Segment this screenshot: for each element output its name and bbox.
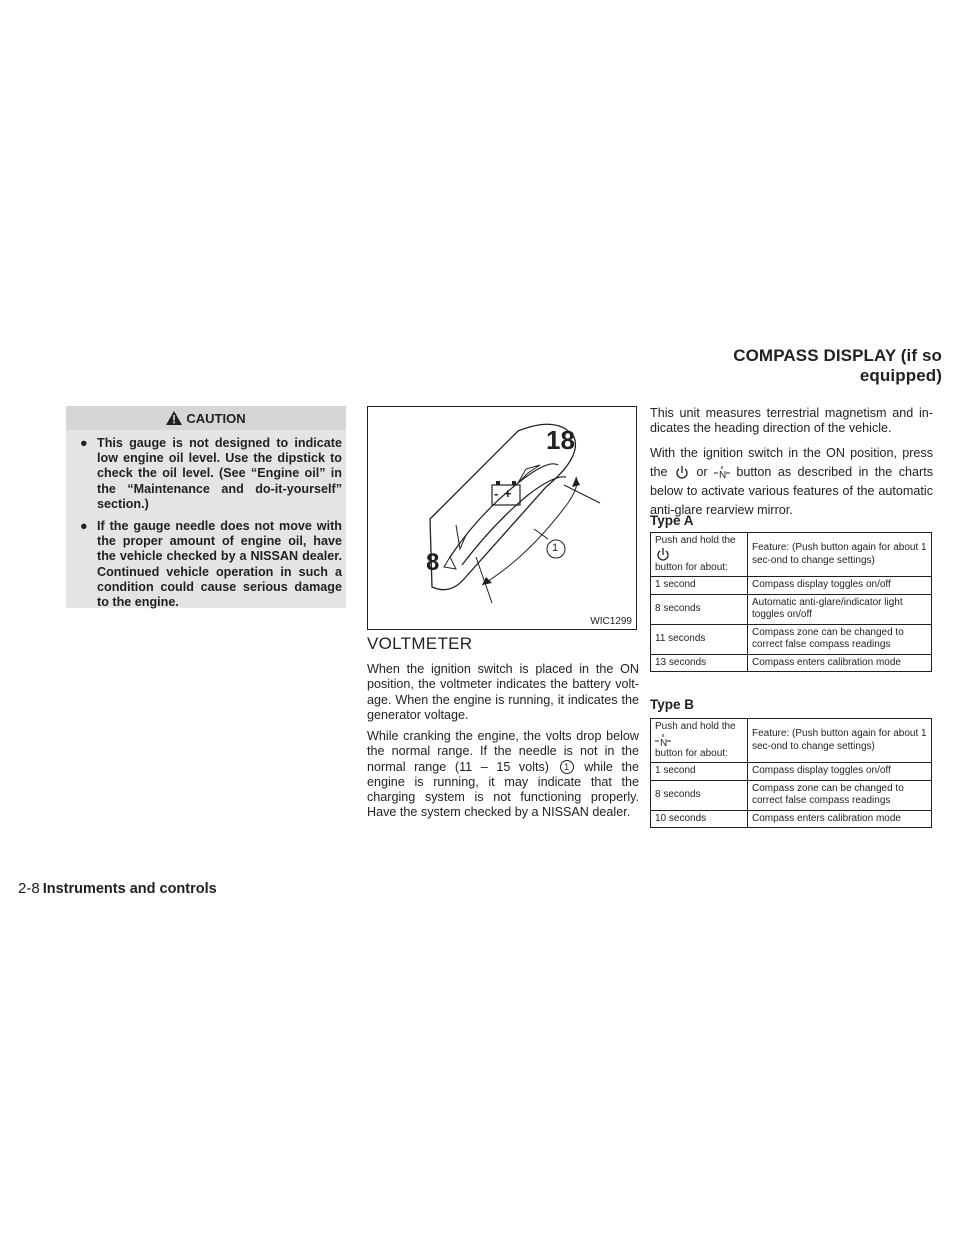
table-cell: Compass zone can be changed to correct false compass readings (748, 624, 932, 654)
type-b-table (650, 718, 932, 828)
compass-paragraph-1: This unit measures terrestrial magnetism and in-dicates the heading direction of the vehicle. (650, 406, 933, 436)
compass-paragraph-2 (650, 444, 933, 520)
caution-text: This gauge is not designed to indicate low engine oil level. Use the dipstick to check the oil level. (See “Engine oil” in the “Maintenance and do-it-yourself” section.) (97, 436, 342, 511)
caution-heading-text: CAUTION (186, 410, 246, 426)
svg-text:N: N (660, 737, 668, 748)
type-a-table (650, 532, 932, 672)
gauge-max-label: 18 (546, 425, 575, 455)
caution-item (74, 519, 342, 610)
table-cell: 8 seconds (651, 780, 748, 810)
header-text: button for about: (655, 561, 728, 573)
table-row (651, 594, 932, 624)
footer-section: Instruments and controls (42, 881, 217, 897)
header-text: Push and hold the (655, 721, 736, 732)
table-cell: Compass display toggles on/off (748, 763, 932, 781)
compass-text-b: button as described in the charts below to activate various features of the automatic anti-glare rearview mirror. (650, 465, 934, 517)
table-header-cell: Feature: (Push button again for about 1 sec-ond to change settings) (748, 533, 932, 577)
compass-text-or: or (696, 465, 708, 479)
table-header-cell: Feature: (Push button again for about 1 sec-ond to change settings) (748, 719, 932, 763)
voltmeter-title: VOLTMETER (367, 634, 473, 653)
compass-n-icon (655, 734, 671, 748)
table-header-row (651, 533, 932, 577)
header-text: button for about: (655, 747, 728, 759)
table-cell: Compass enters calibration mode (748, 654, 932, 672)
table-row (651, 654, 932, 672)
table-cell: 1 second (651, 763, 748, 781)
voltmeter-paragraph-1: When the ignition switch is placed in the ON position, the voltmeter indicates the battery volt-age. When the engine is running, it indicates the generator voltage. (367, 662, 639, 722)
power-icon (655, 548, 671, 562)
table-row (651, 624, 932, 654)
caution-text: If the gauge needle does not move with the proper amount of engine oil, have the vehicle checked by a NISSAN dealer. Continued vehicle operation in such a condition could cause serious damage to the engine. (97, 519, 342, 610)
voltmeter-text-b: while the engine is running, it may indicate that the charging system is not functioning properly. Have the system checked by a NISSAN dealer. (367, 759, 639, 820)
type-a-label: Type A (650, 513, 694, 528)
caution-item (74, 436, 342, 512)
table-header-cell (651, 533, 748, 577)
voltmeter-text-a: While cranking the engine, the volts drop below the normal range. If the needle is not in the normal range (11 – 15 volts) (367, 729, 639, 774)
voltmeter-paragraph-2 (367, 729, 639, 821)
table-row (651, 810, 932, 828)
table-cell: Compass display toggles on/off (748, 577, 932, 595)
table-row (651, 763, 932, 781)
table-header-cell (651, 719, 748, 763)
table-cell: 10 seconds (651, 810, 748, 828)
table-cell: Automatic anti-glare/indicator light toggles on/off (748, 594, 932, 624)
table-cell: 1 second (651, 577, 748, 595)
gauge-min-label: 8 (426, 549, 440, 576)
battery-symbol: - + (494, 486, 513, 501)
callout-circle-icon: 1 (560, 760, 574, 774)
bullet-icon: ● (80, 519, 88, 534)
warning-icon (166, 411, 182, 425)
svg-text:N: N (718, 469, 727, 480)
table-cell: 11 seconds (651, 624, 748, 654)
power-icon (674, 466, 690, 480)
bullet-icon: ● (80, 436, 88, 450)
header-text: Push and hold the (655, 535, 736, 546)
figure-code: WIC1299 (590, 616, 632, 627)
table-header-row (651, 719, 932, 763)
page-footer (18, 880, 217, 897)
callout-number: 1 (552, 542, 559, 554)
table-cell: Compass zone can be changed to correct false compass readings (748, 780, 932, 810)
voltmeter-figure (367, 406, 637, 630)
table-cell: 8 seconds (651, 594, 748, 624)
caution-heading (66, 406, 346, 430)
type-b-label: Type B (650, 697, 695, 712)
table-cell: Compass enters calibration mode (748, 810, 932, 828)
section-header: COMPASS DISPLAY (if so equipped) (733, 346, 942, 385)
table-cell: 13 seconds (651, 654, 748, 672)
caution-box (66, 406, 346, 608)
page-number: 2-8 (18, 880, 40, 897)
table-row (651, 577, 932, 595)
compass-n-icon (714, 466, 730, 480)
voltmeter-gauge-illustration (368, 407, 638, 631)
table-row (651, 780, 932, 810)
compass-text-a: With the ignition switch in the ON position, press the (650, 446, 933, 479)
